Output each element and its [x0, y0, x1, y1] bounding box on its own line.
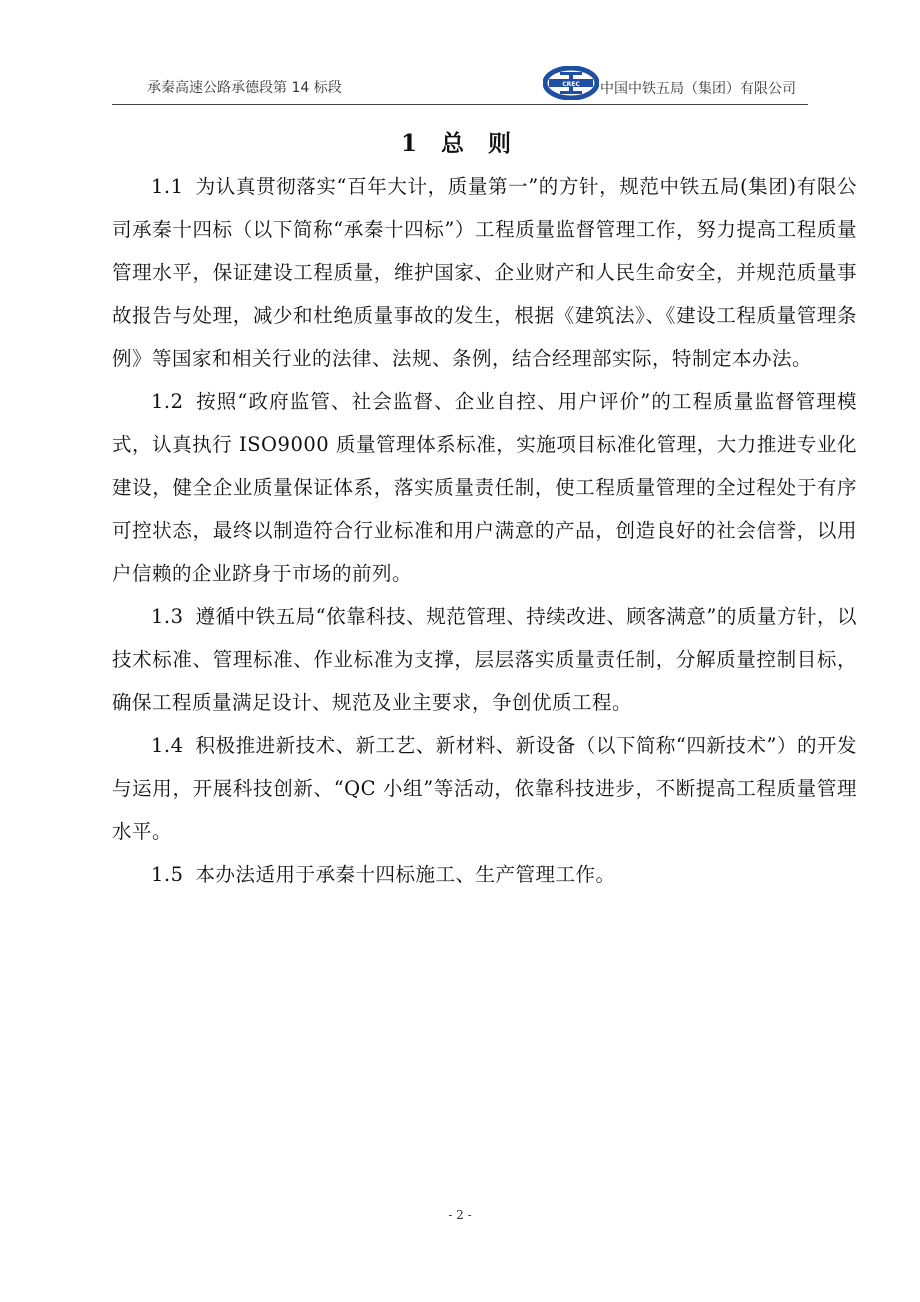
section-1-5: [112, 853, 857, 896]
section-text: 遵循中铁五局“依靠科技、规范管理、持续改进、顾客满意”的质量方针，以技术标准、管理标准、作业标准为支撑，层层落实质量责任制，分解质量控制目标，确保工程质量满足设计、规范及业主要求，争创优质工程。: [112, 605, 857, 714]
header-project-name: 承秦高速公路承德段第 14 标段: [147, 80, 342, 96]
section-text: 为认真贯彻落实“百年大计，质量第一”的方针，规范中铁五局(集团)有限公司承秦十四标（以下简称“承秦十四标”）工程质量监督管理工作，努力提高工程质量管理水平，保证建设工程质量，维护国家、企业财产和人民生命安全，并规范质量事故报告与处理，减少和杜绝质量事故的发生，根据《建筑法》、《建设工程质量管理条例》等国家和相关行业的法律、法规、条例，结合经理部实际，特制定本办法。: [112, 175, 857, 370]
section-number: 1.5: [151, 863, 184, 886]
section-1-1: [112, 165, 857, 380]
document-body: [112, 165, 857, 896]
header-company-name: 中国中铁五局（集团）有限公司: [600, 81, 796, 97]
section-1-3: [112, 595, 857, 724]
section-number: 1.1: [151, 175, 184, 198]
page-title: 1 总 则: [400, 130, 520, 157]
header-divider: [112, 104, 808, 105]
page-number: - 2 -: [448, 1208, 472, 1222]
svg-text:CREC: CREC: [562, 81, 580, 88]
crec-logo-icon: [543, 66, 599, 100]
page-header: [0, 0, 920, 110]
section-text: 本办法适用于承秦十四标施工、生产管理工作。: [195, 863, 616, 886]
section-text: 积极推进新技术、新工艺、新材料、新设备（以下简称“四新技术”）的开发与运用，开展科技创新、“QC 小组”等活动，依靠科技进步，不断提高工程质量管理水平。: [112, 734, 857, 843]
section-text: 按照“政府监管、社会监督、企业自控、用户评价”的工程质量监督管理模式，认真执行 ISO9000 质量管理体系标准，实施项目标准化管理，大力推进专业化建设，健全企业质量保证体系，落实质量责任制，使工程质量管理的全过程处于有序可控状态，最终以制造符合行业标准和用户满意的产品，创造良好的社会信誉，以用户信赖的企业跻身于市场的前列。: [112, 390, 857, 585]
section-number: 1.2: [151, 390, 184, 413]
section-1-2: [112, 380, 857, 595]
section-1-4: [112, 724, 857, 853]
section-number: 1.4: [151, 734, 184, 757]
section-number: 1.3: [151, 605, 184, 628]
